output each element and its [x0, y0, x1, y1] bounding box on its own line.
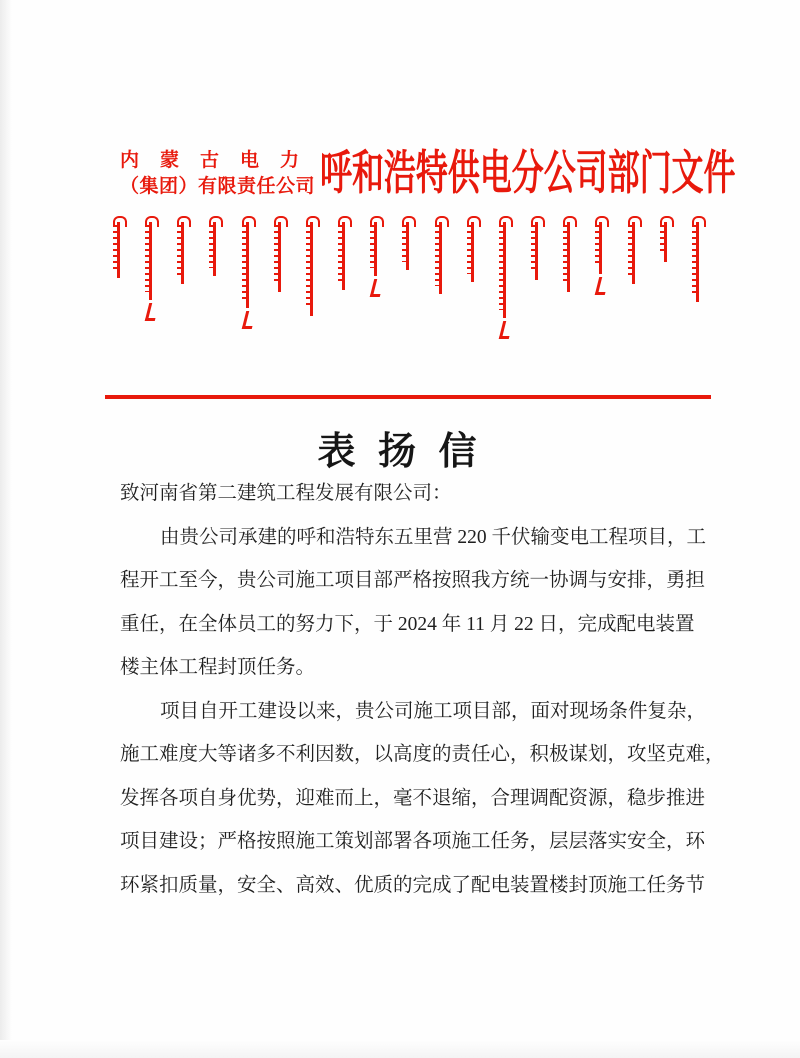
- mongolian-word-glyph: [466, 220, 477, 282]
- mongolian-word-glyph: [112, 220, 123, 278]
- letterhead: [120, 148, 736, 202]
- mongolian-word-glyph: [176, 220, 187, 284]
- salutation: 致河南省第二建筑工程发展有限公司：: [120, 483, 452, 504]
- body-text-line: 重任，在全体员工的努力下，于 2024 年 11 月 22 日，完成配电装置: [120, 613, 695, 635]
- mongolian-word-glyph: [627, 220, 638, 284]
- body-text-line: 发挥各项自身优势，迎难而上，毫不退缩，合理调配资源，稳步推进: [120, 787, 706, 809]
- organization-name-line2: （集团）有限责任公司: [120, 176, 316, 197]
- mongolian-word-glyph: [498, 220, 509, 318]
- mongolian-word-glyph: [369, 220, 380, 276]
- mongolian-word-glyph: [594, 220, 605, 274]
- mongolian-word-glyph: [530, 220, 541, 280]
- letter-body: [120, 472, 725, 907]
- body-text-line: 项目建设；严格按照施工策划部署各项施工任务，层层落实安全，环: [120, 831, 706, 852]
- letter-title: 表 扬 信: [317, 431, 483, 473]
- body-text-line: 施工难度大等诸多不利因数，以高度的责任心，积极谋划，攻坚克难，: [120, 744, 725, 765]
- mongolian-word-glyph: [305, 220, 316, 316]
- paragraph: [120, 516, 714, 690]
- mongolian-word-glyph: [401, 220, 412, 270]
- mongolian-word-glyph: [691, 220, 702, 302]
- organization-name: [120, 148, 320, 200]
- mongolian-script-row: [112, 220, 702, 320]
- organization-name-line1: 内蒙古电力: [120, 150, 321, 171]
- document-header-title: 呼和浩特供电分公司部门文件: [320, 148, 736, 200]
- mongolian-word-glyph: [208, 220, 219, 276]
- mongolian-word-glyph: [434, 220, 445, 294]
- mongolian-word-glyph: [144, 220, 155, 300]
- mongolian-word-glyph: [273, 220, 284, 292]
- body-text-line: 项目自开工建设以来，贵公司施工项目部，面对现场条件复杂，: [160, 700, 707, 722]
- body-text-line: 程开工至今，贵公司施工项目部严格按照我方统一协调与安排，勇担: [120, 570, 706, 591]
- mongolian-word-glyph: [659, 220, 670, 262]
- paragraph: [120, 690, 725, 908]
- body-text-line: 环紧扣质量，安全、高效、优质的完成了配电装置楼封顶施工任务节: [120, 874, 706, 896]
- mongolian-word-glyph: [562, 220, 573, 292]
- mongolian-word-glyph: [337, 220, 348, 290]
- header-divider-rule: [105, 395, 711, 399]
- body-text-line: 楼主体工程封顶任务。: [120, 657, 316, 678]
- mongolian-word-glyph: [241, 220, 252, 308]
- body-text-line: 由贵公司承建的呼和浩特东五里营 220 千伏输变电工程项目，工: [160, 526, 707, 548]
